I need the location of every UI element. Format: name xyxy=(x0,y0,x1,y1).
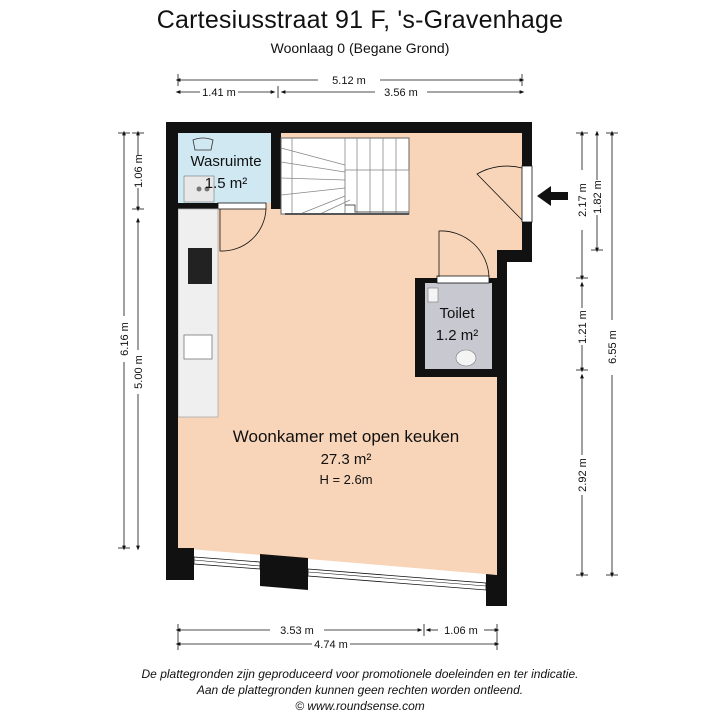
disclaimer-line-2: Aan de plattegronden kunnen geen rechten worden ontleend. xyxy=(196,683,524,697)
dim-bottom-total: 4.74 m xyxy=(314,639,348,651)
dim-left-inner: 5.00 m xyxy=(133,355,145,389)
dim-right-c: 1.21 m xyxy=(577,310,589,344)
dim-top-right: 3.56 m xyxy=(384,87,418,99)
living-name: Woonkamer met open keuken xyxy=(232,427,460,446)
kitchen-sink xyxy=(184,335,212,359)
kitchen-cooktop xyxy=(188,248,212,284)
dim-top-left: 1.41 m xyxy=(202,87,236,99)
entrance-arrow-icon xyxy=(537,186,568,206)
toilet-name: Toilet xyxy=(439,305,475,322)
plan-subtitle: Woonlaag 0 (Begane Grond) xyxy=(270,40,450,56)
laundry-wall-right xyxy=(271,133,281,209)
laundry-door-opening xyxy=(218,203,266,209)
entrance-door-frame xyxy=(522,166,532,222)
disclaimer-line-1: De plattegronden zijn geproduceerd voor promotionele doeleinden en ter indicatie. xyxy=(141,667,579,681)
living-area: 27.3 m² xyxy=(320,451,372,468)
living-height: H = 2.6m xyxy=(319,472,373,487)
dim-bottom-right: 1.06 m xyxy=(444,625,478,637)
dim-left-small: 1.06 m xyxy=(133,154,145,188)
toilet-area: 1.2 m² xyxy=(435,327,479,344)
toilet-basin xyxy=(428,288,438,302)
toilet-door-opening xyxy=(437,276,489,283)
laundry-wall-bottom-left xyxy=(178,203,218,209)
disclaimer xyxy=(0,666,720,714)
dim-bottom-left: 3.53 m xyxy=(280,625,314,637)
laundry-area: 1.5 m² xyxy=(204,175,248,192)
dim-right-b: 1.82 m xyxy=(592,180,604,214)
dim-left-outer: 6.16 m xyxy=(119,322,131,356)
plan-title: Cartesiusstraat 91 F, 's-Gravenhage xyxy=(156,6,564,34)
dim-right-a: 2.17 m xyxy=(577,183,589,217)
dim-right-d: 2.92 m xyxy=(577,458,589,492)
copyright-link[interactable]: © www.roundsense.com xyxy=(295,699,425,713)
kitchen-counter xyxy=(178,209,218,417)
toilet-bowl xyxy=(456,350,476,366)
dim-top-total: 5.12 m xyxy=(332,75,366,87)
laundry-name: Wasruimte xyxy=(190,153,262,170)
dim-right-total: 6.55 m xyxy=(607,330,619,364)
